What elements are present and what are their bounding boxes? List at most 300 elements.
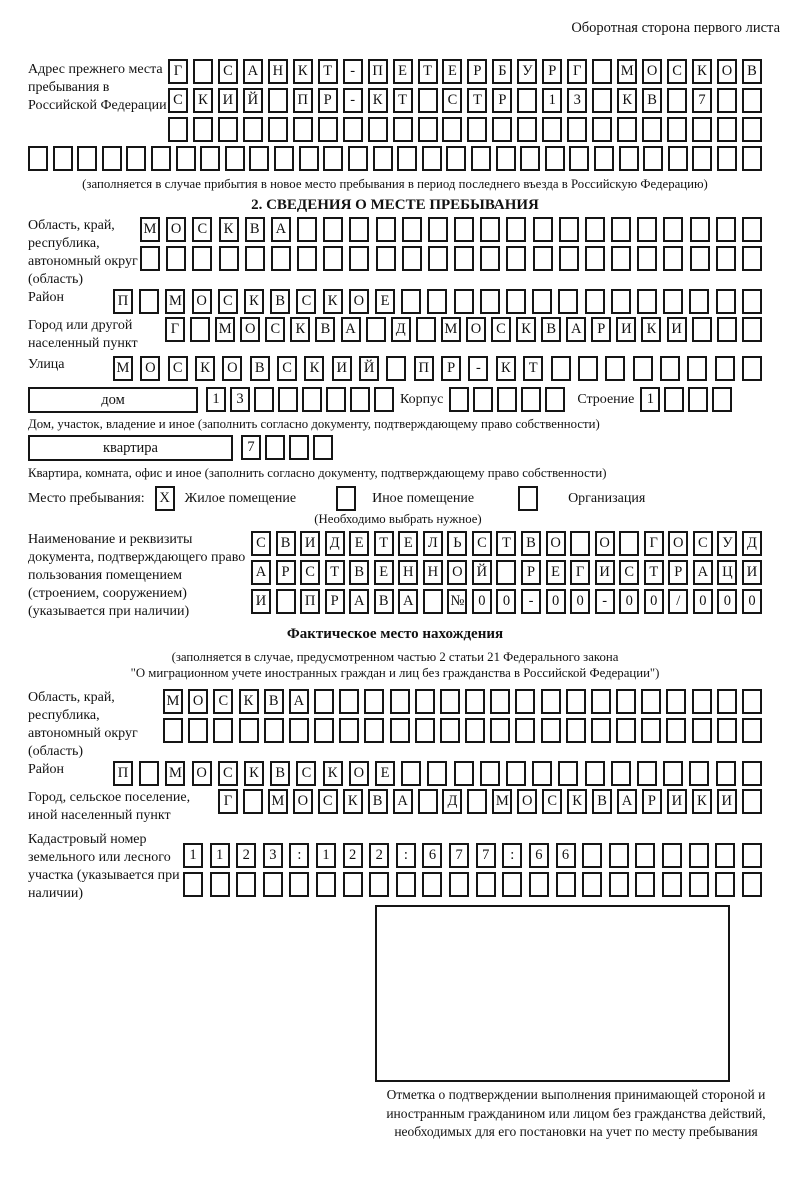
char-cell[interactable] <box>467 117 487 142</box>
char-cell[interactable] <box>166 246 186 271</box>
char-cell[interactable] <box>326 387 346 412</box>
char-cell[interactable]: В <box>592 789 612 814</box>
char-cell[interactable]: К <box>244 761 264 786</box>
char-cell[interactable] <box>611 246 631 271</box>
char-cell[interactable] <box>28 146 48 171</box>
char-cell[interactable]: 2 <box>343 843 363 868</box>
char-cell[interactable] <box>278 387 298 412</box>
char-cell[interactable] <box>151 146 171 171</box>
char-cell[interactable] <box>239 718 259 743</box>
char-cell[interactable] <box>274 146 294 171</box>
char-cell[interactable] <box>541 718 561 743</box>
char-cell[interactable]: Е <box>375 761 395 786</box>
char-cell[interactable] <box>641 689 661 714</box>
char-cell[interactable]: М <box>492 789 512 814</box>
char-cell[interactable] <box>637 246 657 271</box>
char-cell[interactable] <box>717 88 737 113</box>
char-cell[interactable] <box>415 718 435 743</box>
char-cell[interactable]: Р <box>325 589 345 614</box>
char-cell[interactable] <box>418 117 438 142</box>
char-cell[interactable]: И <box>595 560 615 585</box>
char-cell[interactable]: 7 <box>241 435 261 460</box>
char-cell[interactable]: С <box>168 88 188 113</box>
char-cell[interactable] <box>102 146 122 171</box>
char-cell[interactable] <box>467 789 487 814</box>
char-cell[interactable] <box>664 387 684 412</box>
char-cell[interactable] <box>427 761 447 786</box>
char-cell[interactable] <box>715 356 735 381</box>
char-cell[interactable]: 3 <box>567 88 587 113</box>
char-cell[interactable]: Д <box>325 531 345 556</box>
char-cell[interactable] <box>742 843 762 868</box>
char-cell[interactable]: Д <box>742 531 762 556</box>
char-cell[interactable] <box>349 246 369 271</box>
checkbox-residential[interactable]: X <box>155 486 175 511</box>
char-cell[interactable] <box>742 789 762 814</box>
char-cell[interactable] <box>585 217 605 242</box>
char-cell[interactable]: С <box>192 217 212 242</box>
char-cell[interactable] <box>633 356 653 381</box>
char-cell[interactable]: Е <box>349 531 369 556</box>
char-cell[interactable] <box>529 872 549 897</box>
apartment-field[interactable]: квартира <box>28 435 233 461</box>
char-cell[interactable] <box>742 872 762 897</box>
char-cell[interactable]: К <box>293 59 313 84</box>
char-cell[interactable] <box>297 217 317 242</box>
char-cell[interactable] <box>53 146 73 171</box>
char-cell[interactable]: В <box>245 217 265 242</box>
char-cell[interactable] <box>428 217 448 242</box>
char-cell[interactable] <box>473 387 493 412</box>
char-cell[interactable] <box>663 761 683 786</box>
char-cell[interactable] <box>715 872 735 897</box>
char-cell[interactable] <box>662 843 682 868</box>
char-cell[interactable] <box>454 246 474 271</box>
char-cell[interactable] <box>374 387 394 412</box>
char-cell[interactable] <box>611 761 631 786</box>
char-cell[interactable] <box>515 718 535 743</box>
char-cell[interactable] <box>126 146 146 171</box>
char-cell[interactable] <box>480 761 500 786</box>
char-cell[interactable]: 6 <box>556 843 576 868</box>
char-cell[interactable] <box>619 531 639 556</box>
char-cell[interactable]: К <box>368 88 388 113</box>
char-cell[interactable]: 1 <box>542 88 562 113</box>
char-cell[interactable] <box>219 246 239 271</box>
char-cell[interactable] <box>415 689 435 714</box>
char-cell[interactable] <box>556 872 576 897</box>
char-cell[interactable]: К <box>343 789 363 814</box>
char-cell[interactable]: Г <box>165 317 185 342</box>
char-cell[interactable] <box>617 117 637 142</box>
char-cell[interactable]: Ь <box>447 531 467 556</box>
char-cell[interactable] <box>402 246 422 271</box>
char-cell[interactable] <box>236 872 256 897</box>
char-cell[interactable] <box>742 718 762 743</box>
char-cell[interactable] <box>717 689 737 714</box>
char-cell[interactable] <box>268 117 288 142</box>
char-cell[interactable]: 0 <box>472 589 492 614</box>
char-cell[interactable]: М <box>140 217 160 242</box>
char-cell[interactable] <box>364 718 384 743</box>
char-cell[interactable] <box>641 718 661 743</box>
char-cell[interactable] <box>428 246 448 271</box>
char-cell[interactable] <box>515 689 535 714</box>
char-cell[interactable] <box>532 761 552 786</box>
char-cell[interactable] <box>569 146 589 171</box>
char-cell[interactable] <box>396 872 416 897</box>
char-cell[interactable] <box>401 761 421 786</box>
char-cell[interactable] <box>558 761 578 786</box>
char-cell[interactable]: В <box>349 560 369 585</box>
char-cell[interactable]: С <box>693 531 713 556</box>
char-cell[interactable] <box>139 289 159 314</box>
char-cell[interactable]: С <box>213 689 233 714</box>
char-cell[interactable]: А <box>289 689 309 714</box>
char-cell[interactable] <box>314 689 334 714</box>
char-cell[interactable] <box>667 88 687 113</box>
char-cell[interactable]: А <box>271 217 291 242</box>
char-cell[interactable]: Г <box>644 531 664 556</box>
char-cell[interactable] <box>299 146 319 171</box>
char-cell[interactable] <box>492 117 512 142</box>
char-cell[interactable] <box>742 88 762 113</box>
char-cell[interactable]: - <box>595 589 615 614</box>
char-cell[interactable] <box>567 117 587 142</box>
char-cell[interactable] <box>616 689 636 714</box>
char-cell[interactable]: К <box>219 217 239 242</box>
char-cell[interactable]: С <box>442 88 462 113</box>
char-cell[interactable] <box>440 689 460 714</box>
char-cell[interactable] <box>542 117 562 142</box>
char-cell[interactable]: А <box>617 789 637 814</box>
char-cell[interactable] <box>449 387 469 412</box>
char-cell[interactable] <box>559 217 579 242</box>
char-cell[interactable] <box>497 387 517 412</box>
char-cell[interactable]: К <box>617 88 637 113</box>
char-cell[interactable]: О <box>595 531 615 556</box>
char-cell[interactable]: К <box>239 689 259 714</box>
char-cell[interactable] <box>376 246 396 271</box>
char-cell[interactable] <box>293 117 313 142</box>
char-cell[interactable] <box>364 689 384 714</box>
char-cell[interactable]: Ц <box>717 560 737 585</box>
char-cell[interactable]: 2 <box>236 843 256 868</box>
char-cell[interactable] <box>323 146 343 171</box>
char-cell[interactable]: К <box>323 289 343 314</box>
char-cell[interactable]: С <box>296 289 316 314</box>
char-cell[interactable]: К <box>290 317 310 342</box>
char-cell[interactable] <box>496 560 516 585</box>
char-cell[interactable] <box>689 872 709 897</box>
char-cell[interactable]: : <box>289 843 309 868</box>
char-cell[interactable] <box>210 872 230 897</box>
char-cell[interactable] <box>454 217 474 242</box>
char-cell[interactable] <box>517 117 537 142</box>
char-cell[interactable]: П <box>368 59 388 84</box>
char-cell[interactable]: А <box>398 589 418 614</box>
char-cell[interactable]: 1 <box>206 387 226 412</box>
char-cell[interactable] <box>465 718 485 743</box>
char-cell[interactable] <box>637 217 657 242</box>
char-cell[interactable] <box>545 387 565 412</box>
char-cell[interactable] <box>368 117 388 142</box>
char-cell[interactable]: С <box>542 789 562 814</box>
char-cell[interactable]: Л <box>423 531 443 556</box>
char-cell[interactable] <box>592 59 612 84</box>
char-cell[interactable]: Т <box>467 88 487 113</box>
char-cell[interactable]: Б <box>492 59 512 84</box>
char-cell[interactable] <box>663 289 683 314</box>
char-cell[interactable] <box>591 718 611 743</box>
char-cell[interactable]: К <box>692 789 712 814</box>
char-cell[interactable] <box>386 356 406 381</box>
char-cell[interactable]: К <box>195 356 215 381</box>
char-cell[interactable]: Й <box>472 560 492 585</box>
char-cell[interactable] <box>490 718 510 743</box>
char-cell[interactable] <box>418 88 438 113</box>
char-cell[interactable] <box>594 146 614 171</box>
char-cell[interactable] <box>742 217 762 242</box>
char-cell[interactable]: С <box>296 761 316 786</box>
char-cell[interactable]: А <box>393 789 413 814</box>
char-cell[interactable] <box>401 289 421 314</box>
char-cell[interactable]: В <box>374 589 394 614</box>
char-cell[interactable] <box>742 761 762 786</box>
char-cell[interactable]: 3 <box>230 387 250 412</box>
char-cell[interactable] <box>689 761 709 786</box>
char-cell[interactable] <box>611 217 631 242</box>
char-cell[interactable]: О <box>546 531 566 556</box>
char-cell[interactable] <box>249 146 269 171</box>
char-cell[interactable] <box>254 387 274 412</box>
char-cell[interactable] <box>476 872 496 897</box>
char-cell[interactable] <box>533 217 553 242</box>
char-cell[interactable]: И <box>332 356 352 381</box>
char-cell[interactable] <box>176 146 196 171</box>
char-cell[interactable] <box>454 761 474 786</box>
char-cell[interactable]: И <box>251 589 271 614</box>
char-cell[interactable]: В <box>521 531 541 556</box>
char-cell[interactable]: С <box>300 560 320 585</box>
checkbox-other-premises[interactable] <box>336 486 356 511</box>
char-cell[interactable] <box>692 317 712 342</box>
char-cell[interactable]: 0 <box>742 589 762 614</box>
char-cell[interactable] <box>667 117 687 142</box>
char-cell[interactable]: Р <box>318 88 338 113</box>
char-cell[interactable]: И <box>667 317 687 342</box>
char-cell[interactable] <box>313 435 333 460</box>
char-cell[interactable] <box>532 289 552 314</box>
char-cell[interactable] <box>422 146 442 171</box>
char-cell[interactable]: У <box>517 59 537 84</box>
char-cell[interactable]: С <box>168 356 188 381</box>
char-cell[interactable] <box>582 843 602 868</box>
char-cell[interactable] <box>688 387 708 412</box>
char-cell[interactable]: Н <box>268 59 288 84</box>
char-cell[interactable]: 1 <box>640 387 660 412</box>
char-cell[interactable] <box>570 531 590 556</box>
char-cell[interactable] <box>480 246 500 271</box>
char-cell[interactable] <box>422 872 442 897</box>
char-cell[interactable] <box>416 317 436 342</box>
char-cell[interactable]: 6 <box>422 843 442 868</box>
char-cell[interactable]: Г <box>168 59 188 84</box>
char-cell[interactable] <box>297 246 317 271</box>
char-cell[interactable] <box>662 872 682 897</box>
char-cell[interactable]: Т <box>496 531 516 556</box>
char-cell[interactable]: О <box>466 317 486 342</box>
char-cell[interactable] <box>350 387 370 412</box>
char-cell[interactable]: О <box>349 289 369 314</box>
char-cell[interactable] <box>592 117 612 142</box>
char-cell[interactable]: А <box>566 317 586 342</box>
char-cell[interactable]: 0 <box>619 589 639 614</box>
char-cell[interactable] <box>689 843 709 868</box>
char-cell[interactable] <box>687 356 707 381</box>
char-cell[interactable] <box>243 117 263 142</box>
char-cell[interactable]: Е <box>398 531 418 556</box>
char-cell[interactable]: Р <box>492 88 512 113</box>
char-cell[interactable] <box>506 761 526 786</box>
char-cell[interactable] <box>642 117 662 142</box>
char-cell[interactable]: - <box>343 88 363 113</box>
char-cell[interactable] <box>168 117 188 142</box>
char-cell[interactable] <box>418 789 438 814</box>
char-cell[interactable] <box>369 872 389 897</box>
char-cell[interactable]: 3 <box>263 843 283 868</box>
char-cell[interactable]: П <box>113 761 133 786</box>
char-cell[interactable] <box>302 387 322 412</box>
char-cell[interactable] <box>582 872 602 897</box>
char-cell[interactable]: Н <box>423 560 443 585</box>
char-cell[interactable]: Е <box>374 560 394 585</box>
char-cell[interactable]: 0 <box>496 589 516 614</box>
char-cell[interactable]: С <box>218 289 238 314</box>
char-cell[interactable] <box>692 689 712 714</box>
char-cell[interactable]: 0 <box>644 589 664 614</box>
char-cell[interactable] <box>692 718 712 743</box>
char-cell[interactable]: А <box>693 560 713 585</box>
char-cell[interactable] <box>690 217 710 242</box>
char-cell[interactable] <box>666 718 686 743</box>
char-cell[interactable]: 0 <box>693 589 713 614</box>
char-cell[interactable] <box>592 88 612 113</box>
char-cell[interactable] <box>635 843 655 868</box>
char-cell[interactable]: С <box>472 531 492 556</box>
char-cell[interactable]: И <box>717 789 737 814</box>
char-cell[interactable] <box>716 217 736 242</box>
char-cell[interactable]: Н <box>398 560 418 585</box>
char-cell[interactable]: Е <box>393 59 413 84</box>
char-cell[interactable] <box>663 217 683 242</box>
char-cell[interactable]: М <box>163 689 183 714</box>
char-cell[interactable] <box>585 246 605 271</box>
char-cell[interactable] <box>245 246 265 271</box>
char-cell[interactable] <box>454 289 474 314</box>
char-cell[interactable] <box>289 435 309 460</box>
char-cell[interactable] <box>668 146 688 171</box>
char-cell[interactable]: М <box>617 59 637 84</box>
char-cell[interactable] <box>390 718 410 743</box>
char-cell[interactable] <box>200 146 220 171</box>
char-cell[interactable]: С <box>491 317 511 342</box>
char-cell[interactable]: А <box>341 317 361 342</box>
char-cell[interactable]: О <box>188 689 208 714</box>
char-cell[interactable]: В <box>742 59 762 84</box>
char-cell[interactable]: Т <box>318 59 338 84</box>
char-cell[interactable] <box>480 217 500 242</box>
char-cell[interactable] <box>712 387 732 412</box>
char-cell[interactable]: В <box>642 88 662 113</box>
char-cell[interactable]: Р <box>668 560 688 585</box>
char-cell[interactable]: 1 <box>183 843 203 868</box>
char-cell[interactable] <box>289 718 309 743</box>
char-cell[interactable]: В <box>368 789 388 814</box>
char-cell[interactable] <box>742 317 762 342</box>
char-cell[interactable]: О <box>668 531 688 556</box>
char-cell[interactable]: И <box>742 560 762 585</box>
char-cell[interactable] <box>339 718 359 743</box>
char-cell[interactable] <box>316 872 336 897</box>
char-cell[interactable] <box>77 146 97 171</box>
char-cell[interactable]: В <box>264 689 284 714</box>
char-cell[interactable] <box>616 718 636 743</box>
char-cell[interactable] <box>140 246 160 271</box>
char-cell[interactable]: О <box>192 761 212 786</box>
char-cell[interactable] <box>373 146 393 171</box>
char-cell[interactable]: С <box>251 531 271 556</box>
char-cell[interactable] <box>521 387 541 412</box>
char-cell[interactable] <box>496 146 516 171</box>
char-cell[interactable] <box>742 289 762 314</box>
char-cell[interactable] <box>559 246 579 271</box>
char-cell[interactable]: 0 <box>717 589 737 614</box>
char-cell[interactable]: 6 <box>529 843 549 868</box>
char-cell[interactable] <box>471 146 491 171</box>
char-cell[interactable]: С <box>218 59 238 84</box>
char-cell[interactable] <box>506 217 526 242</box>
char-cell[interactable]: 2 <box>369 843 389 868</box>
char-cell[interactable] <box>551 356 571 381</box>
char-cell[interactable]: М <box>215 317 235 342</box>
char-cell[interactable] <box>637 761 657 786</box>
char-cell[interactable]: О <box>293 789 313 814</box>
house-field[interactable]: дом <box>28 387 198 413</box>
char-cell[interactable] <box>323 246 343 271</box>
char-cell[interactable] <box>446 146 466 171</box>
char-cell[interactable] <box>663 246 683 271</box>
char-cell[interactable]: Е <box>375 289 395 314</box>
char-cell[interactable] <box>717 317 737 342</box>
char-cell[interactable] <box>323 217 343 242</box>
char-cell[interactable]: О <box>240 317 260 342</box>
char-cell[interactable] <box>742 689 762 714</box>
char-cell[interactable] <box>619 146 639 171</box>
char-cell[interactable] <box>268 88 288 113</box>
char-cell[interactable]: Д <box>391 317 411 342</box>
char-cell[interactable]: И <box>616 317 636 342</box>
char-cell[interactable]: - <box>343 59 363 84</box>
char-cell[interactable]: К <box>244 289 264 314</box>
char-cell[interactable]: С <box>667 59 687 84</box>
char-cell[interactable] <box>566 689 586 714</box>
char-cell[interactable] <box>376 217 396 242</box>
char-cell[interactable] <box>609 872 629 897</box>
char-cell[interactable]: К <box>692 59 712 84</box>
char-cell[interactable] <box>442 117 462 142</box>
char-cell[interactable]: В <box>276 531 296 556</box>
